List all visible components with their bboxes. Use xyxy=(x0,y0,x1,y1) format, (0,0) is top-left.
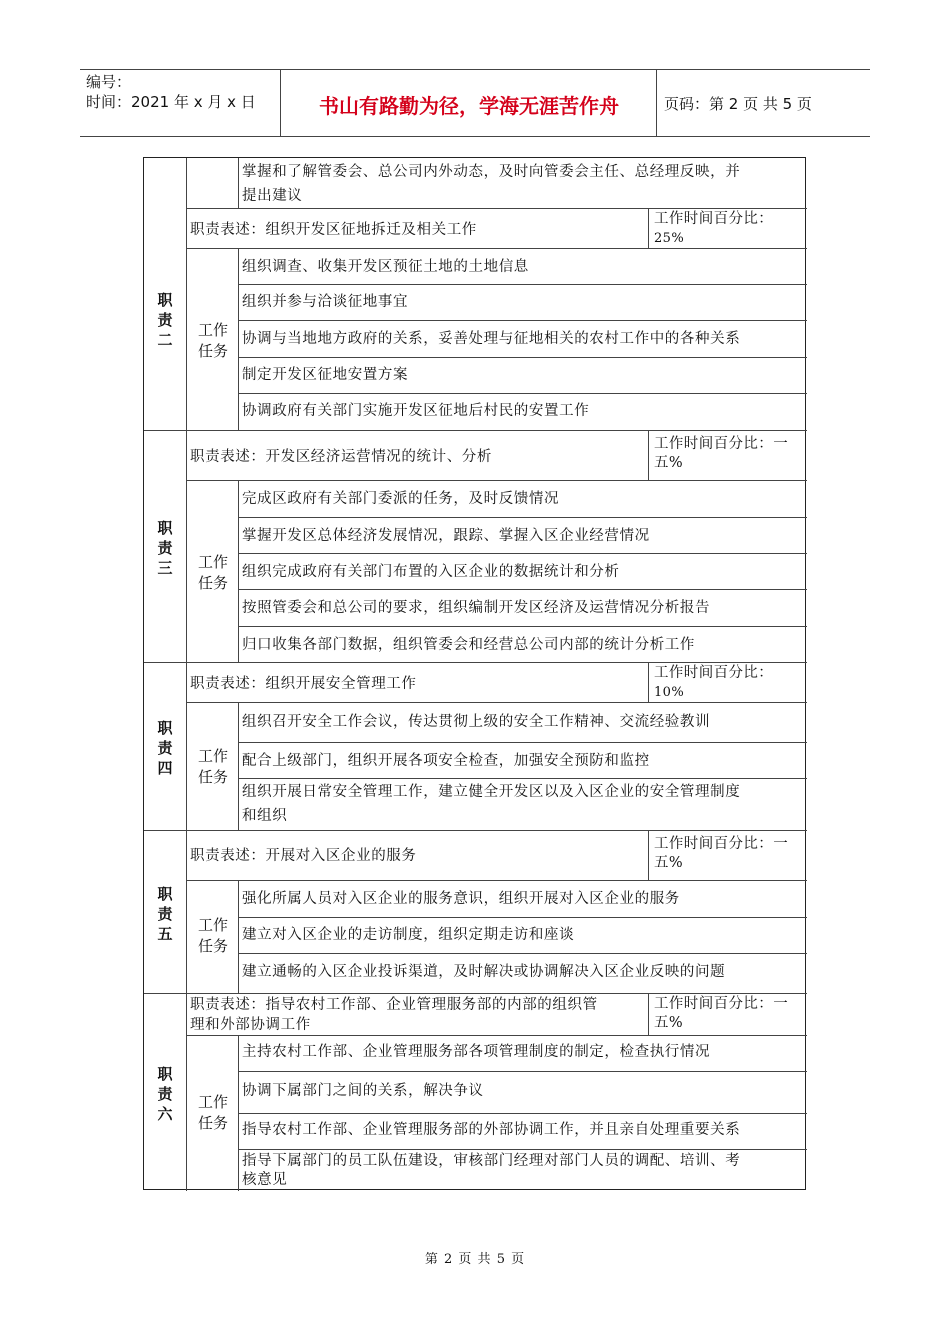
row-divider xyxy=(238,1071,807,1072)
task-item: 建立通畅的入区企业投诉渠道，及时解决或协调解决入区企业反映的问题 xyxy=(242,964,726,980)
duty-statement: 职责表述：开发区经济运营情况的统计、分析 xyxy=(190,449,492,465)
row-divider xyxy=(186,248,807,249)
duty-statement-cont: 理和外部协调工作 xyxy=(190,1017,311,1033)
task-item: 核意见 xyxy=(242,1172,288,1188)
section-divider xyxy=(144,662,807,663)
pct-divider xyxy=(648,208,649,248)
header-top-rule xyxy=(80,69,870,70)
task-item: 协调政府有关部门实施开发区征地后村民的安置工作 xyxy=(242,403,590,419)
duty-statement: 职责表述：开展对入区企业的服务 xyxy=(190,848,417,864)
time-percentage: 工作时间百分比： 25% xyxy=(654,211,774,246)
task-item: 配合上级部门，组织开展各项安全检查，加强安全预防和监控 xyxy=(242,753,650,769)
row-divider xyxy=(238,393,807,394)
row-divider xyxy=(238,589,807,590)
pct-divider xyxy=(648,830,649,880)
task-label: 工作 任务 xyxy=(197,553,228,592)
task-label: 工作 任务 xyxy=(197,321,228,360)
task-item: 组织完成政府有关部门布置的入区企业的数据统计和分析 xyxy=(242,564,620,580)
header-divider xyxy=(280,70,281,136)
section-label: 职 责 六 xyxy=(157,1065,173,1123)
label-col-divider xyxy=(186,158,187,1191)
row-divider xyxy=(238,284,807,285)
row-divider xyxy=(238,953,807,954)
col-divider xyxy=(238,158,239,208)
task-item: 掌握开发区总体经济发展情况，跟踪、掌握入区企业经营情况 xyxy=(242,528,650,544)
section-label: 职 责 二 xyxy=(157,291,173,349)
task-item: 和组织 xyxy=(242,808,288,824)
row-divider xyxy=(238,917,807,918)
header-page-info: 页码：第 2 页 共 5 页 xyxy=(664,95,812,113)
header-meta xyxy=(86,72,256,112)
section-divider xyxy=(144,830,807,831)
time-percentage: 工作时间百分比：一 五% xyxy=(654,996,789,1031)
task-item: 按照管委会和总公司的要求，组织编制开发区经济及运营情况分析报告 xyxy=(242,600,711,616)
task-item: 指导下属部门的员工队伍建设，审核部门经理对部门人员的调配、培训、考 xyxy=(242,1153,741,1169)
section-divider xyxy=(144,430,807,431)
row-divider xyxy=(238,1149,807,1150)
row-divider xyxy=(238,517,807,518)
task-label: 工作 任务 xyxy=(197,916,228,955)
row-divider xyxy=(238,778,807,779)
task-item: 组织调查、收集开发区预征土地的土地信息 xyxy=(242,259,529,275)
task-item: 完成区政府有关部门委派的任务，及时反馈情况 xyxy=(242,491,560,507)
pct-divider xyxy=(648,430,649,480)
duty-table xyxy=(143,157,806,1190)
task-item: 强化所属人员对入区企业的服务意识，组织开展对入区企业的服务 xyxy=(242,891,680,907)
duty-statement: 职责表述：指导农村工作部、企业管理服务部的内部的组织管 xyxy=(190,997,598,1013)
date-label: 时间：2021 年 x 月 x 日 xyxy=(86,93,256,111)
pct-divider xyxy=(648,662,649,702)
time-percentage: 工作时间百分比：一 五% xyxy=(654,436,789,471)
row-divider xyxy=(186,880,807,881)
row-divider xyxy=(186,702,807,703)
header-divider xyxy=(656,70,657,136)
section-label: 职 责 四 xyxy=(157,719,173,777)
header-motto: 书山有路勤为径，学海无涯苦作舟 xyxy=(319,94,619,118)
header-bottom-rule xyxy=(80,136,870,137)
section-label: 职 责 五 xyxy=(157,885,173,943)
task-item: 组织召开安全工作会议，传达贯彻上级的安全工作精神、交流经验教训 xyxy=(242,714,711,730)
task-item: 组织并参与洽谈征地事宜 xyxy=(242,294,409,310)
section-divider xyxy=(144,993,807,994)
task-item: 制定开发区征地安置方案 xyxy=(242,367,409,383)
row-divider xyxy=(186,480,807,481)
task-label: 工作 任务 xyxy=(197,747,228,786)
duty-statement: 职责表述：组织开展安全管理工作 xyxy=(190,676,417,692)
section-label: 职 责 三 xyxy=(157,519,173,577)
row-divider xyxy=(186,208,807,209)
row-divider xyxy=(238,357,807,358)
task-item: 协调下属部门之间的关系，解决争议 xyxy=(242,1083,484,1099)
task-label: 工作 任务 xyxy=(197,1093,228,1132)
task-item: 组织开展日常安全管理工作，建立健全开发区以及入区企业的安全管理制度 xyxy=(242,784,741,800)
duty-statement: 职责表述：组织开发区征地拆迁及相关工作 xyxy=(190,222,477,238)
task-item: 归口收集各部门数据，组织管委会和经营总公司内部的统计分析工作 xyxy=(242,637,695,653)
serial-label: 编号： xyxy=(86,73,132,91)
task-item: 指导农村工作部、企业管理服务部的外部协调工作，并且亲自处理重要关系 xyxy=(242,1122,741,1138)
page-footer: 第 2 页 共 5 页 xyxy=(424,1252,526,1267)
row-divider xyxy=(238,626,807,627)
row-divider xyxy=(238,1113,807,1114)
top-row-line2: 提出建议 xyxy=(242,188,303,204)
pct-divider xyxy=(648,993,649,1035)
row-divider xyxy=(238,742,807,743)
time-percentage: 工作时间百分比： 10% xyxy=(654,665,774,700)
row-divider xyxy=(238,553,807,554)
task-item: 建立对入区企业的走访制度，组织定期走访和座谈 xyxy=(242,927,575,943)
task-item: 主持农村工作部、企业管理服务部各项管理制度的制定，检查执行情况 xyxy=(242,1044,711,1060)
row-divider xyxy=(186,1035,807,1036)
top-row-line1: 掌握和了解管委会、总公司内外动态，及时向管委会主任、总经理反映，并 xyxy=(242,164,741,180)
task-item: 协调与当地地方政府的关系，妥善处理与征地相关的农村工作中的各种关系 xyxy=(242,331,741,347)
row-divider xyxy=(238,320,807,321)
time-percentage: 工作时间百分比：一 五% xyxy=(654,836,789,871)
